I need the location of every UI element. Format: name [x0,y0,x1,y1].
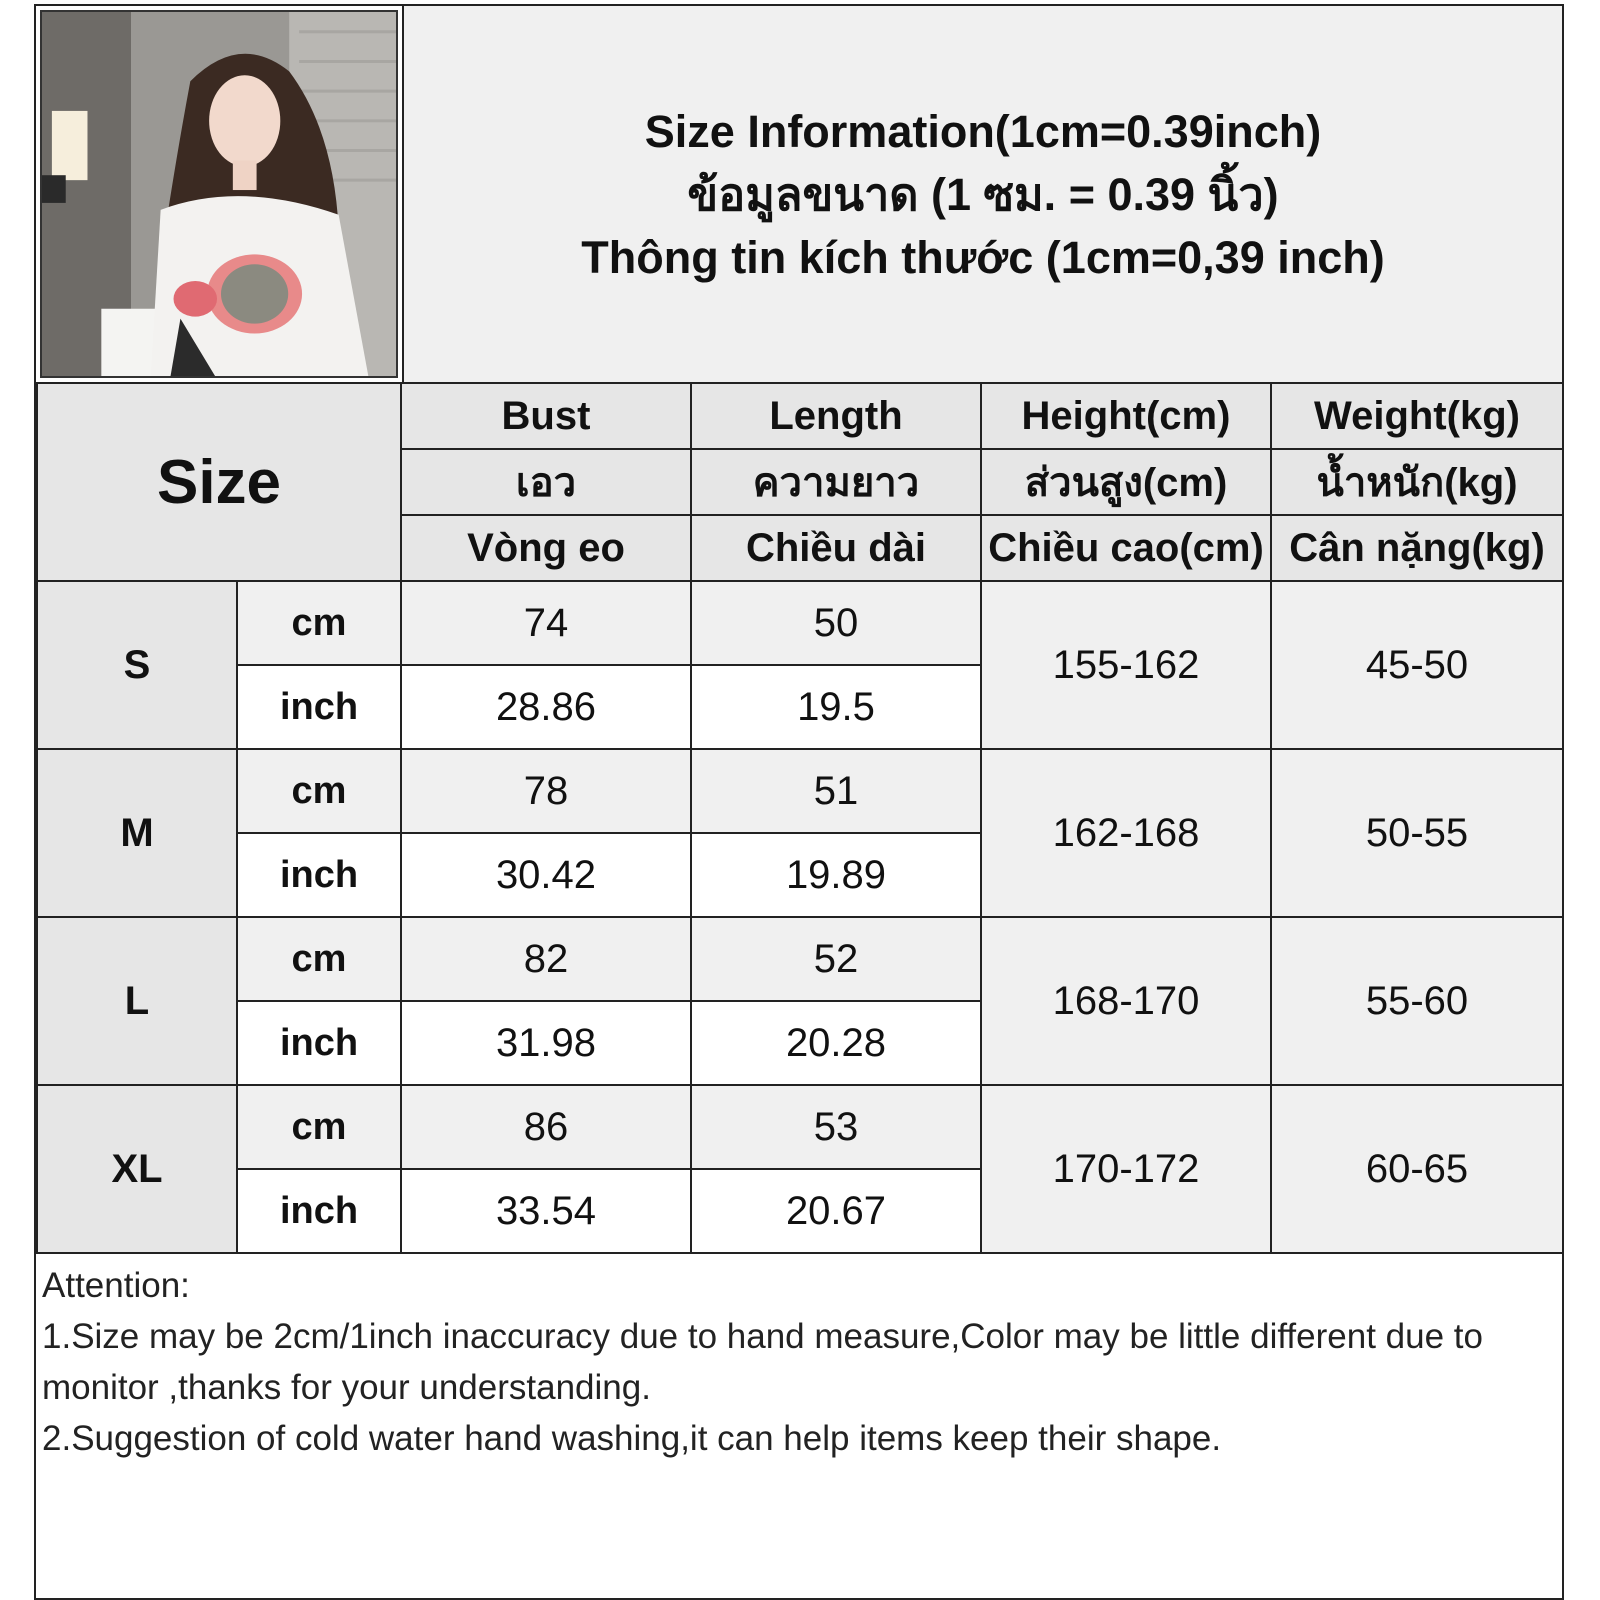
header-weight-vi: Cân nặng(kg) [1271,515,1563,581]
size-label-m: M [37,749,237,917]
size-chart-sheet [34,4,1564,1600]
bust-inch-s: 28.86 [401,665,691,749]
unit-inch: inch [237,1169,401,1253]
bust-inch-m: 30.42 [401,833,691,917]
title-vietnamese: Thông tin kích thước (1cm=0,39 inch) [581,231,1385,283]
unit-cm: cm [237,1085,401,1169]
length-inch-l: 20.28 [691,1001,981,1085]
size-label-l: L [37,917,237,1085]
unit-cm: cm [237,749,401,833]
length-inch-xl: 20.67 [691,1169,981,1253]
header-bust-en: Bust [401,383,691,449]
length-cm-m: 51 [691,749,981,833]
size-info-title [402,6,1562,382]
weight-range-s: 45-50 [1271,581,1563,749]
header-bust-th: เอว [401,449,691,515]
bust-cm-m: 78 [401,749,691,833]
attention-note-washing: 2.Suggestion of cold water hand washing,it can help items keep their shape. [42,1419,1222,1458]
header-height-vi: Chiều cao(cm) [981,515,1271,581]
bust-cm-s: 74 [401,581,691,665]
size-label-s: S [37,581,237,749]
weight-range-l: 55-60 [1271,917,1563,1085]
height-range-s: 155-162 [981,581,1271,749]
product-photo [40,10,398,378]
height-range-xl: 170-172 [981,1085,1271,1253]
header-length-th: ความยาว [691,449,981,515]
attention-notes [42,1260,1552,1464]
weight-range-xl: 60-65 [1271,1085,1563,1253]
length-inch-m: 19.89 [691,833,981,917]
table-row [37,749,1563,833]
length-cm-l: 52 [691,917,981,1001]
table-row [37,1085,1563,1169]
bust-inch-l: 31.98 [401,1001,691,1085]
height-range-m: 162-168 [981,749,1271,917]
unit-inch: inch [237,833,401,917]
header-height-en: Height(cm) [981,383,1271,449]
attention-note-measurement: 1.Size may be 2cm/1inch inaccuracy due to hand measure,Color may be little different due to monitor ,thanks for your understanding. [42,1317,1483,1407]
header-length-vi: Chiều dài [691,515,981,581]
length-cm-xl: 53 [691,1085,981,1169]
attention-heading: Attention: [42,1266,190,1305]
table-row [37,917,1563,1001]
bust-cm-xl: 86 [401,1085,691,1169]
length-inch-s: 19.5 [691,665,981,749]
height-range-l: 168-170 [981,917,1271,1085]
table-row [37,581,1563,665]
model-wearing-top-image [42,12,396,376]
size-table [36,382,1564,1254]
bust-cm-l: 82 [401,917,691,1001]
weight-range-m: 50-55 [1271,749,1563,917]
unit-cm: cm [237,581,401,665]
header-bust-vi: Vòng eo [401,515,691,581]
header-weight-en: Weight(kg) [1271,383,1563,449]
unit-inch: inch [237,1001,401,1085]
title-english: Size Information(1cm=0.39inch) [644,105,1322,157]
header-height-th: ส่วนสูง(cm) [981,449,1271,515]
title-thai: ข้อมูลขนาด (1 ซม. = 0.39 นิ้ว) [687,168,1279,220]
size-label-xl: XL [37,1085,237,1253]
header-length-en: Length [691,383,981,449]
length-cm-s: 50 [691,581,981,665]
bust-inch-xl: 33.54 [401,1169,691,1253]
header-weight-th: น้ำหนัก(kg) [1271,449,1563,515]
size-column-header: Size [37,383,401,581]
unit-cm: cm [237,917,401,1001]
unit-inch: inch [237,665,401,749]
